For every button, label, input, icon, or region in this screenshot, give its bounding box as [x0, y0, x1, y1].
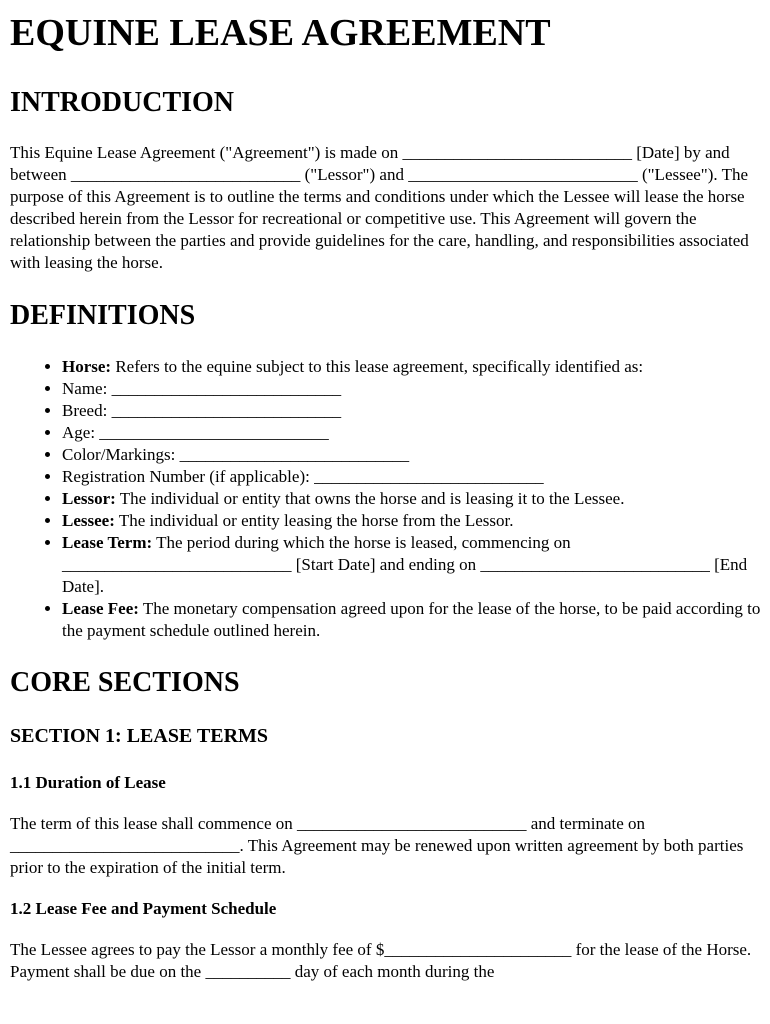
document-page	[10, 0, 762, 983]
definition-item-lease-fee	[62, 598, 762, 642]
section-1-heading: SECTION 1: LEASE TERMS	[10, 725, 269, 747]
definition-item-name	[62, 378, 762, 400]
definition-term: Lessee:	[62, 511, 115, 530]
definition-term: Lease Term:	[62, 533, 153, 552]
core-sections-heading: CORE SECTIONS	[10, 667, 240, 698]
definition-text: The monetary compensation agreed upon for the lease of the horse, to be paid according to the payment schedule outlined herein.	[62, 599, 761, 640]
introduction-paragraph: This Equine Lease Agreement ("Agreement") is made on ___________________________ [Date] by and between ___________________________ ("Lessor") and ___________________________ ("Lessee"). The purpose of this Agreement is to outline the terms and conditions under which the Lessee will lease the horse described herein from the Lessor for recreational or competitive use. This Agreement will govern the relationship between the parties and provide guidelines for the care, handling, and responsibilities associated with leasing the horse.	[10, 143, 749, 272]
definition-text: Registration Number (if applicable): ___________________________	[62, 467, 544, 486]
subsection-1-1-heading: 1.1 Duration of Lease	[10, 773, 166, 792]
definition-text: Color/Markings: ___________________________	[62, 445, 410, 464]
definitions-heading: DEFINITIONS	[10, 300, 196, 331]
definition-item-color	[62, 444, 762, 466]
definition-text: The individual or entity leasing the horse from the Lessor.	[114, 511, 514, 530]
definition-term: Lease Fee:	[62, 599, 139, 618]
definition-item-lease-term	[62, 532, 762, 598]
definition-item-horse	[62, 356, 762, 378]
definition-text: Refers to the equine subject to this lease agreement, specifically identified as:	[111, 357, 644, 376]
subsection-1-2-paragraph: The Lessee agrees to pay the Lessor a monthly fee of $______________________ for the lease of the Horse. Payment shall be due on the __________ day of each month during the	[10, 940, 752, 981]
definition-item-lessee	[62, 510, 762, 532]
definition-text: Breed: ___________________________	[62, 401, 342, 420]
definition-item-age	[62, 422, 762, 444]
definition-text: The individual or entity that owns the horse and is leasing it to the Lessee.	[115, 489, 625, 508]
definition-term: Horse:	[62, 357, 112, 376]
document-title: EQUINE LEASE AGREEMENT	[10, 12, 551, 54]
definition-item-breed	[62, 400, 762, 422]
introduction-heading: INTRODUCTION	[10, 87, 235, 118]
definition-text: The period during which the horse is leased, commencing on ___________________________ [Start Date] and ending on ___________________________ [End Date].	[62, 533, 748, 596]
definition-item-registration	[62, 466, 762, 488]
subsection-1-1-paragraph: The term of this lease shall commence on ___________________________ and terminate on ___________________________. This Agreement may be renewed upon written agreement by both parties prior to the expiration of the initial term.	[10, 814, 744, 877]
definition-text: Name: ___________________________	[62, 379, 342, 398]
definition-text: Age: ___________________________	[62, 423, 329, 442]
definitions-list	[10, 356, 762, 642]
definition-item-lessor	[62, 488, 762, 510]
definition-term: Lessor:	[62, 489, 116, 508]
subsection-1-2-heading: 1.2 Lease Fee and Payment Schedule	[10, 899, 277, 918]
